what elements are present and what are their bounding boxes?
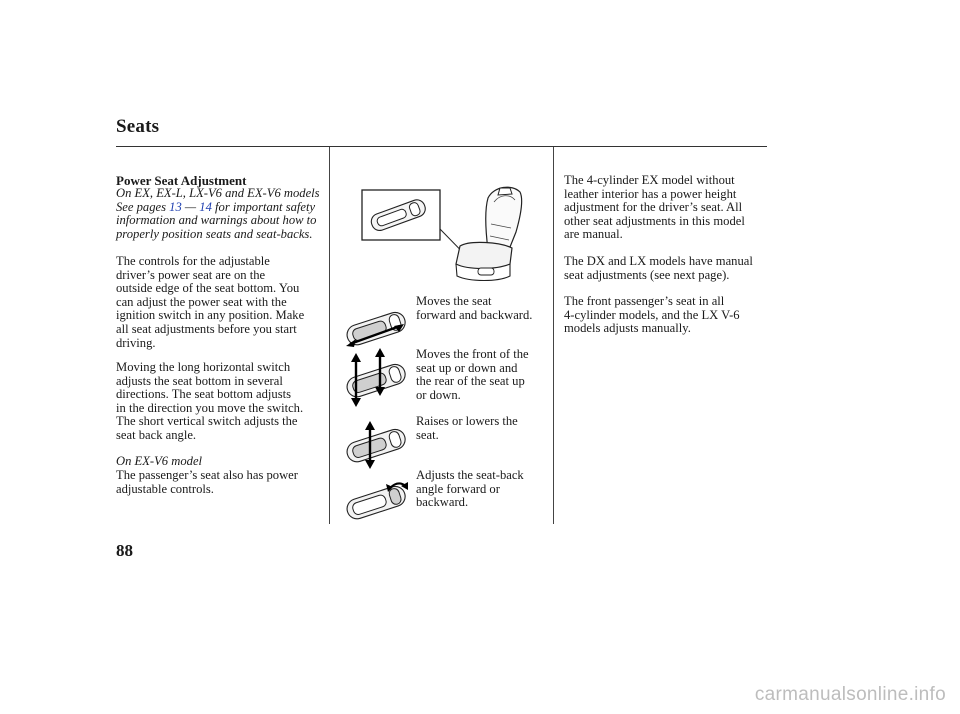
- intro-paragraph: [116, 255, 328, 350]
- text-line: leather interior has a power height: [564, 186, 737, 201]
- seat-back-angle-control-icon: [342, 478, 414, 522]
- text-line: seat.: [416, 427, 439, 442]
- header-rule: [116, 146, 767, 147]
- text-line: The 4-cylinder EX model without: [564, 173, 735, 187]
- text-line: forward and backward.: [416, 307, 533, 322]
- seat-bottom: [456, 242, 512, 268]
- text-line: adjusts the seat bottom in several: [116, 373, 283, 388]
- text-line: models adjusts manually.: [564, 321, 691, 336]
- headrest: [498, 188, 512, 195]
- text-line: Raises or lowers the: [416, 414, 518, 428]
- text-line: in the direction you move the switch.: [116, 400, 304, 415]
- forward-backward-control-icon: [342, 306, 414, 350]
- watermark: carmanualsonline.info: [754, 684, 946, 705]
- text-line: 4-cylinder models, and the LX V-6: [564, 307, 740, 322]
- column-divider-left: [329, 147, 330, 524]
- page-number: 88: [116, 541, 133, 560]
- raise-lower-control-icon: [342, 420, 414, 470]
- text-line: driver’s power seat are on the: [116, 267, 266, 282]
- front-rear-height-control-icon: [342, 350, 414, 410]
- text-line: Moves the seat: [416, 294, 492, 308]
- text-line: angle forward or: [416, 481, 500, 496]
- page-dash: —: [184, 199, 197, 214]
- text-line: outside edge of the seat bottom. You: [116, 281, 300, 296]
- text-line: driving.: [116, 335, 156, 350]
- caption-raise-lower: [416, 415, 552, 442]
- see-pages-prefix: See pages: [116, 199, 167, 214]
- text-line: The passenger’s seat also has power: [116, 468, 298, 482]
- text-line: Moving the long horizontal switch: [116, 360, 291, 374]
- column-divider-right: [553, 147, 554, 524]
- text-line: adjustment for the driver’s seat. All: [564, 200, 743, 215]
- text-line: seat back angle.: [116, 427, 197, 442]
- switch-paragraph: [116, 361, 328, 443]
- front-passenger-paragraph: [564, 295, 774, 336]
- ex-v6-note: On EX-V6 model: [116, 454, 203, 468]
- text-line: seat up or down and: [416, 360, 518, 375]
- text-line: other seat adjustments in this model: [564, 213, 745, 228]
- text-line: Adjusts the seat-back: [416, 468, 524, 482]
- side-switch: [478, 268, 494, 275]
- see-pages-line: [116, 201, 328, 215]
- see-pages-suffix: for important safety: [215, 199, 316, 214]
- text-line: Moves the front of the: [416, 347, 529, 361]
- text-line: are manual.: [564, 227, 623, 242]
- page-title: Seats: [116, 116, 160, 137]
- dx-lx-paragraph: [564, 255, 774, 282]
- caption-forward-backward: [416, 295, 552, 322]
- text-line: adjustable controls.: [116, 481, 214, 496]
- models-note: On EX, EX-L, LX-V6 and EX-V6 models: [116, 186, 320, 200]
- safety-line: information and warnings about how to: [116, 213, 317, 228]
- text-line: can adjust the power seat with the: [116, 294, 287, 309]
- ex-model-paragraph: [564, 174, 774, 242]
- section-heading: Power Seat Adjustment: [116, 173, 247, 188]
- page-link-13[interactable]: 13: [169, 199, 182, 214]
- text-line: seat adjustments (see next page).: [564, 267, 730, 282]
- seat-illustration: [360, 184, 530, 284]
- seat-back: [486, 187, 522, 252]
- safety-note: [116, 187, 328, 241]
- text-line: The DX and LX models have manual: [564, 254, 753, 268]
- text-line: ignition switch in any position. Make: [116, 308, 305, 323]
- caption-seat-back: [416, 469, 552, 510]
- text-line: The short vertical switch adjusts the: [116, 414, 298, 429]
- text-line: all seat adjustments before you start: [116, 321, 297, 336]
- text-line: directions. The seat bottom adjusts: [116, 387, 292, 402]
- passenger-paragraph: [116, 469, 328, 496]
- caption-front-rear: [416, 348, 552, 402]
- text-line: or down.: [416, 387, 461, 402]
- text-line: The controls for the adjustable: [116, 254, 270, 268]
- page-link-14[interactable]: 14: [199, 199, 212, 214]
- text-line: the rear of the seat up: [416, 374, 525, 389]
- text-line: The front passenger’s seat in all: [564, 294, 725, 308]
- safety-line: properly position seats and seat-backs.: [116, 226, 313, 241]
- text-line: backward.: [416, 495, 469, 510]
